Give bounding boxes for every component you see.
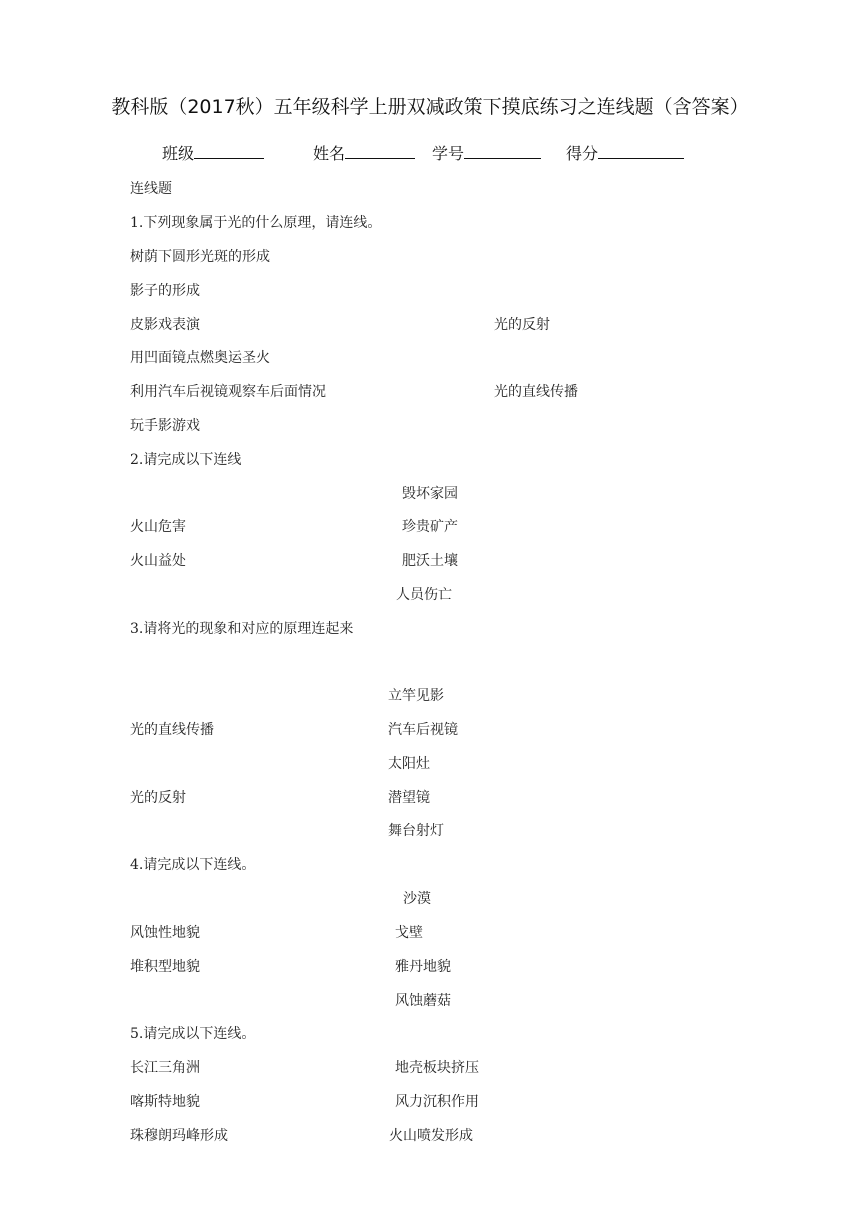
name-label: 姓名 xyxy=(313,144,346,163)
q1-left-item: 皮影戏表演 xyxy=(130,317,200,333)
score-blank[interactable] xyxy=(598,142,684,159)
name-field xyxy=(313,141,415,164)
q3-right-item: 舞台射灯 xyxy=(388,823,444,839)
q3-prompt: 3.请将光的现象和对应的原理连起来 xyxy=(130,621,354,637)
name-blank[interactable] xyxy=(345,142,415,159)
q1-left-item: 影子的形成 xyxy=(130,283,200,299)
q4-right-item: 雅丹地貌 xyxy=(395,959,451,975)
number-label: 学号 xyxy=(432,144,465,163)
q1-right-item: 光的反射 xyxy=(494,317,550,333)
q5-right-item: 风力沉积作用 xyxy=(395,1094,479,1110)
q2-right-item: 毁坏家园 xyxy=(402,486,458,502)
q5-right-item: 地壳板块挤压 xyxy=(395,1060,479,1076)
q4-right-item: 戈壁 xyxy=(395,925,423,941)
q2-left-item: 火山益处 xyxy=(130,553,186,569)
number-field xyxy=(432,141,541,164)
document-title: 教科版（2017秋）五年级科学上册双减政策下摸底练习之连线题（含答案） xyxy=(111,96,749,118)
q1-left-item: 用凹面镜点燃奥运圣火 xyxy=(130,350,270,366)
q1-left-item: 树荫下圆形光斑的形成 xyxy=(130,249,270,265)
q4-left-item: 堆积型地貌 xyxy=(130,959,200,975)
q5-right-item: 火山喷发形成 xyxy=(389,1128,473,1144)
class-blank[interactable] xyxy=(194,142,264,159)
q3-right-item: 潜望镜 xyxy=(388,790,430,806)
q2-right-item: 人员伤亡 xyxy=(396,587,452,603)
q3-right-item: 立竿见影 xyxy=(388,688,444,704)
section-heading: 连线题 xyxy=(130,181,172,197)
q4-right-item: 沙漠 xyxy=(403,891,431,907)
q4-prompt: 4.请完成以下连线。 xyxy=(130,857,256,873)
score-label: 得分 xyxy=(566,144,599,163)
q1-left-item: 利用汽车后视镜观察车后面情况 xyxy=(130,384,326,400)
q1-right-item: 光的直线传播 xyxy=(494,384,578,400)
q4-right-item: 风蚀蘑菇 xyxy=(395,993,451,1009)
q2-prompt: 2.请完成以下连线 xyxy=(130,452,242,468)
q2-right-item: 珍贵矿产 xyxy=(402,519,458,535)
q3-right-item: 汽车后视镜 xyxy=(388,722,458,738)
class-field xyxy=(162,141,264,164)
q5-left-item: 珠穆朗玛峰形成 xyxy=(130,1128,228,1144)
q2-right-item: 肥沃土壤 xyxy=(402,553,458,569)
q1-left-item: 玩手影游戏 xyxy=(130,418,200,434)
q3-left-item: 光的反射 xyxy=(130,790,186,806)
q4-left-item: 风蚀性地貌 xyxy=(130,925,200,941)
q2-left-item: 火山危害 xyxy=(130,519,186,535)
q3-left-item: 光的直线传播 xyxy=(130,722,214,738)
score-field xyxy=(566,141,684,164)
class-label: 班级 xyxy=(162,144,195,163)
number-blank[interactable] xyxy=(464,142,541,159)
q1-prompt: 1.下列现象属于光的什么原理，请连线。 xyxy=(130,215,382,231)
q5-left-item: 喀斯特地貌 xyxy=(130,1094,200,1110)
q5-prompt: 5.请完成以下连线。 xyxy=(130,1026,256,1042)
q3-right-item: 太阳灶 xyxy=(388,756,430,772)
q5-left-item: 长江三角洲 xyxy=(130,1060,200,1076)
